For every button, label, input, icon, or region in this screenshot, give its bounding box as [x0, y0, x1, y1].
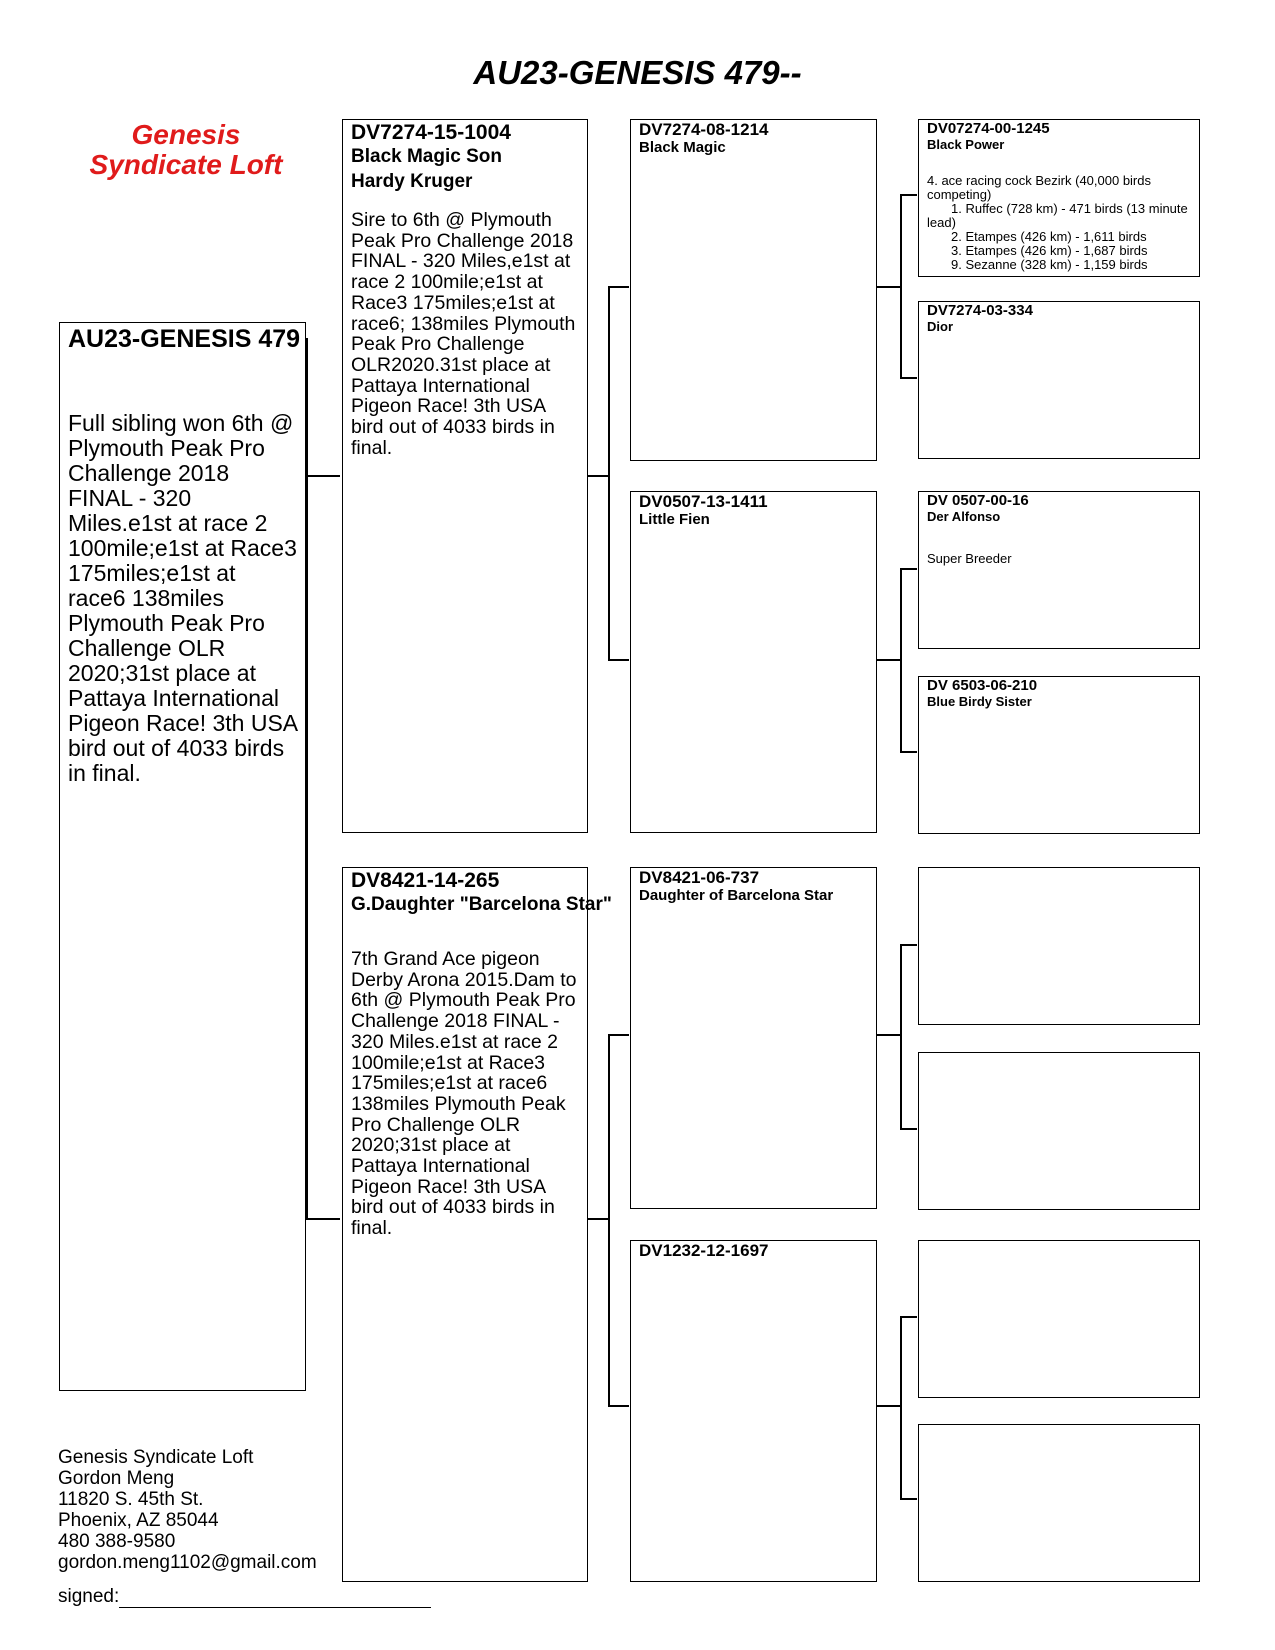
great-grandparent-box	[918, 119, 1200, 277]
great-grandparent-id: DV7274-03-334	[927, 302, 1033, 319]
great-grandparent-box	[918, 1240, 1200, 1398]
connector	[306, 475, 340, 477]
great-grandparent-box	[918, 491, 1200, 649]
connector	[900, 944, 917, 946]
connector	[608, 1405, 629, 1407]
great-grandparent-id: DV 0507-00-16	[927, 492, 1029, 509]
pedigree-title: AU23-GENESIS 479--	[473, 54, 802, 91]
contact-city: Phoenix, AZ 85044	[58, 1510, 219, 1531]
sire-name-2: Hardy Kruger	[351, 171, 473, 192]
contact-email: gordon.meng1102@gmail.com	[58, 1552, 317, 1573]
contact-street: 11820 S. 45th St.	[58, 1489, 204, 1510]
connector	[900, 751, 917, 753]
connector	[900, 194, 917, 196]
connector	[608, 1034, 629, 1036]
dam-id: DV8421-14-265	[351, 869, 500, 892]
great-grandparent-record	[927, 174, 1191, 272]
record-line: 3. Etampes (426 km) - 1,687 birds	[951, 243, 1148, 258]
connector	[306, 338, 308, 1218]
connector	[900, 944, 902, 1129]
subject-box	[59, 322, 306, 1391]
sire-id: DV7274-15-1004	[351, 121, 511, 144]
connector	[900, 1498, 917, 1500]
great-grandparent-box	[918, 301, 1200, 459]
connector	[587, 1218, 609, 1220]
great-grandparent-name: Dior	[927, 319, 953, 334]
loft-name	[66, 120, 306, 180]
grandparent-id: DV1232-12-1697	[639, 1241, 769, 1260]
connector	[608, 286, 629, 288]
connector	[608, 1034, 610, 1406]
subject-id: AU23-GENESIS 479	[68, 325, 301, 353]
record-line: 2. Etampes (426 km) - 1,611 birds	[951, 229, 1147, 244]
grandparent-id: DV0507-13-1411	[639, 492, 768, 511]
sire-text: Sire to 6th @ Plymouth Peak Pro Challenge 2018 FINAL - 320 Miles,e1st at race 2 100mile;e1st at Race3 175miles;e1st at race6; 138miles Plymouth Peak Pro Challenge OLR2020.31st place at Pattaya International Pigeon Race! 3th USA bird out of 4033 birds in final.	[351, 209, 576, 459]
connector	[587, 475, 609, 477]
connector	[900, 568, 902, 752]
contact-block	[58, 1447, 317, 1573]
connector	[608, 659, 629, 661]
great-grandparent-note: Super Breeder	[927, 551, 1012, 566]
great-grandparent-id: DV07274-00-1245	[927, 120, 1050, 137]
grandparent-box	[630, 119, 877, 461]
contact-loft: Genesis Syndicate Loft	[58, 1447, 254, 1468]
grandparent-box	[630, 867, 877, 1209]
record-line: 1. Ruffec (728 km) - 471 birds (13 minute lead)	[927, 201, 1188, 230]
signed-label: signed:	[58, 1586, 120, 1607]
grandparent-name: Little Fien	[639, 511, 710, 528]
sire-box	[342, 119, 588, 833]
great-grandparent-name: Blue Birdy Sister	[927, 694, 1032, 709]
connector	[876, 1034, 901, 1036]
record-line: 4. ace racing cock Bezirk (40,000 birds competing)	[927, 173, 1151, 202]
dam-name: G.Daughter "Barcelona Star"	[351, 894, 612, 915]
dam-box	[342, 867, 612, 1582]
great-grandparent-box	[918, 676, 1200, 834]
subject-text: Full sibling won 6th @ Plymouth Peak Pro Challenge 2018 FINAL - 320 Miles.e1st at race 2 100mile;e1st at Race3 175miles;e1st at race6 138miles Plymouth Peak Pro Challenge OLR 2020;31st place at Pattaya International Pigeon Race! 3th USA bird out of 4033 birds in final.	[68, 410, 297, 786]
grandparent-id: DV7274-08-1214	[639, 120, 769, 139]
loft-name-line1: Genesis	[131, 119, 241, 150]
signature-line	[119, 1589, 431, 1608]
grandparent-name: Black Magic	[639, 139, 726, 156]
great-grandparent-id: DV 6503-06-210	[927, 677, 1038, 694]
connector	[900, 1316, 917, 1318]
contact-phone: 480 388-9580	[58, 1531, 176, 1552]
great-grandparent-name: Der Alfonso	[927, 509, 1001, 524]
grandparent-id: DV8421-06-737	[639, 868, 760, 887]
connector	[306, 1218, 340, 1220]
great-grandparent-box	[918, 1052, 1200, 1210]
great-grandparent-box	[918, 1424, 1200, 1582]
loft-name-line2: Syndicate Loft	[89, 149, 283, 180]
signature-field	[58, 1586, 431, 1608]
connector	[900, 1316, 902, 1499]
contact-owner: Gordon Meng	[58, 1468, 175, 1489]
connector	[900, 194, 902, 378]
record-line: 9. Sezanne (328 km) - 1,159 birds	[951, 257, 1148, 272]
connector	[876, 1405, 901, 1407]
connector	[900, 1128, 917, 1130]
grandparent-box	[630, 491, 877, 833]
connector	[608, 286, 610, 660]
connector	[876, 286, 901, 288]
connector	[876, 659, 901, 661]
great-grandparent-name: Black Power	[927, 137, 1005, 152]
connector	[900, 377, 917, 379]
great-grandparent-box	[918, 867, 1200, 1025]
grandparent-name: Daughter of Barcelona Star	[639, 887, 834, 904]
grandparent-box	[630, 1240, 877, 1582]
connector	[900, 568, 917, 570]
dam-text: 7th Grand Ace pigeon Derby Arona 2015.Dam to 6th @ Plymouth Peak Pro Challenge 2018 FINAL - 320 Miles.e1st at race 2 100mile;e1st at Race3 175miles;e1st at race6 138miles Plymouth Peak Pro Challenge OLR 2020;31st place at Pattaya International Pigeon Race! 3th USA bird out of 4033 birds in final.	[351, 948, 577, 1240]
sire-name: Black Magic Son	[351, 146, 502, 167]
